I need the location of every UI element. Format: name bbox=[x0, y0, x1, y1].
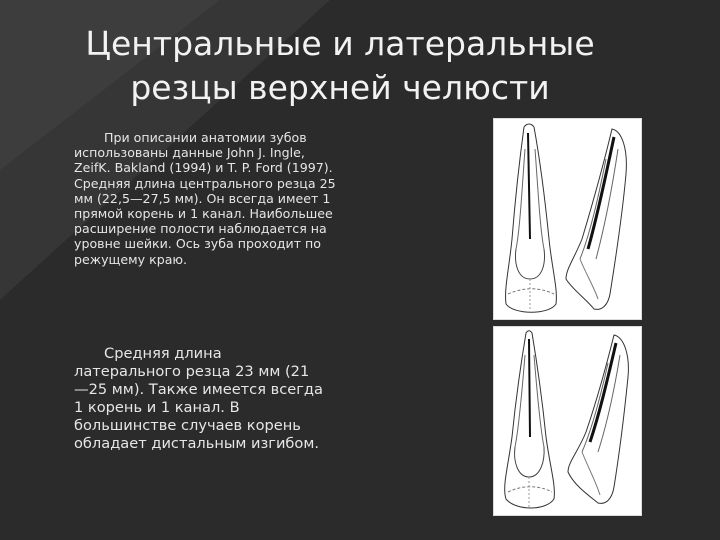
slide-title bbox=[40, 22, 640, 110]
central-incisor-illustration bbox=[493, 118, 642, 320]
paragraph-lateral-incisor bbox=[74, 345, 324, 453]
central-incisor-drawing bbox=[494, 119, 641, 319]
paragraph-central-incisor bbox=[74, 130, 336, 267]
paragraph-1-text: При описании анатомии зубов использованы данные John J. Ingle, ZeifK. Bakland (1994) и T. P. Ford (1997). Средняя длина центрального резца 25 мм (22,5—27,5 мм). Он всегда имеет 1 прямой корень и 1 канал. Наибольшее расширение полости наблюдается на уровне шейки. Ось зуба проходит по режущему краю. bbox=[74, 130, 336, 267]
title-line-2: резцы верхней челюсти bbox=[130, 68, 550, 107]
title-line-1: Центральные и латеральные bbox=[85, 24, 595, 63]
lateral-incisor-illustration bbox=[493, 326, 642, 516]
paragraph-2-text: Средняя длина латерального резца 23 мм (21 —25 мм). Также имеется всегда 1 корень и 1 канал. В большинстве случаев корень обладает дистальным изгибом. bbox=[74, 345, 323, 452]
lateral-incisor-drawing bbox=[494, 327, 641, 515]
